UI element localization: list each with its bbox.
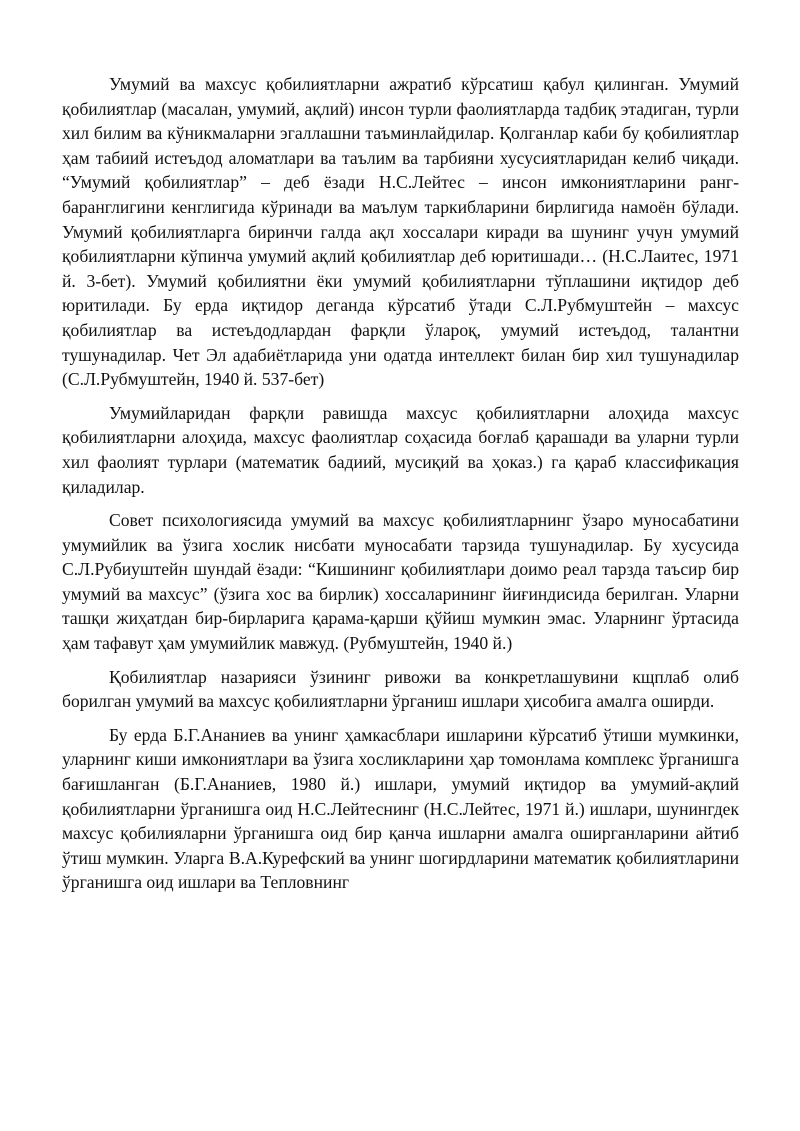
paragraph-general-abilities: Умумий ва махсус қобилиятларни ажратиб кўрсатиш қабул қилинган. Умумий қобилиятлар (масалан, умумий, ақлий) инсон турли фаолиятларда тадбиқ этадиган, турли хил билим ва кўникмаларни эгаллашни таъминлайдилар. Қолганлар каби бу қобилиятлар ҳам табиий истеъдод аломатлари ва таълим ва тарбияни хусусиятларидан келиб чиқади. “Умумий қобилиятлар” – деб ёзади Н.С.Лейтес – инсон имкониятларини ранг-баранглигини кенглигида кўринади ва маълум таркибларини бирлигида намоён бўлади. Умумий қобилиятларга биринчи галда ақл хоссалари киради ва шунинг учун умумий қобилиятларни кўпинча умумий ақлий қобилиятлар деб юритишади… (Н.С.Лаитес, 1971 й. 3-бет). Умумий қобилиятни ёки умумий қобилиятларни тўплашини иқтидор деб юритилади. Бу ерда иқтидор деганда кўрсатиб ўтади С.Л.Рубмуштейн – махсус қобилиятлар ва истеъдодлардан фарқли ўлароқ, умумий истеъдод, талантни тушунадилар. Чет Эл адабиётларида уни одатда интеллект билан бир хил тушунадилар (С.Л.Рубмуштейн, 1940 й. 537-бет) [62,74,739,390]
paragraph-special-abilities: Умумийларидан фарқли равишда махсус қобилиятларни алоҳида махсус қобилиятларни алоҳида, махсус фаолиятлар соҳасида боғлаб қарашади ва уларни турли хил фаолият турлари (математик бадиий, мусиқий ва ҳоказ.) га қараб классификация қиладилар. [62,402,739,497]
paragraph-theory-development: Қобилиятлар назарияси ўзининг ривожи ва конкретлашувини кщплаб олиб борилган умумий ва махсус қобилиятларни ўрганиш ишлари ҳисобига амалга оширди. [62,666,739,712]
paragraph-soviet-psychology: Совет психологиясида умумий ва махсус қобилиятларнинг ўзаро муносабатини умумийлик ва ўзига хослик нисбати муносабати тарзида тушунадилар. Бу хусусида С.Л.Рубиуштейн шундай ёзади: “Кишининг қобилиятлари доимо реал тарзда таъсир бир умумий ва махсус” (ўзига хос ва бирлик) хоссаларининг йиғиндисида берилган. Уларни ташқи жиҳатдан бир-бирларига қарама-қарши қўйиш мумкин эмас. Уларнинг ўртасида ҳам тафавут ҳам умумийлик мавжуд. (Рубмуштейн, 1940 й.) [62,510,739,654]
document-page [62,72,739,904]
paragraph-ananiev-works: Бу ерда Б.Г.Ананиев ва унинг ҳамкасблари ишларини кўрсатиб ўтиши мумкинки, уларнинг киши имкониятлари ва ўзига хосликларини ҳар томонлама комплекс ўрганишга бағишланган (Б.Г.Ананиев, 1980 й.) ишлари, умумий иқтидор ва умумий-ақлий қобилиятларни ўрганишга оид Н.С.Лейтеснинг (Н.С.Лейтес, 1971 й.) ишлари, шунингдек махсус қобилияларни ўрганишга оид бир қанча ишларни амалга оширганларини айтиб ўтиш мумкин. Уларга В.А.Курефский ва унинг шогирдларини математик қобилиятларини ўрганишга оид ишлари ва Тепловнинг [62,724,739,893]
